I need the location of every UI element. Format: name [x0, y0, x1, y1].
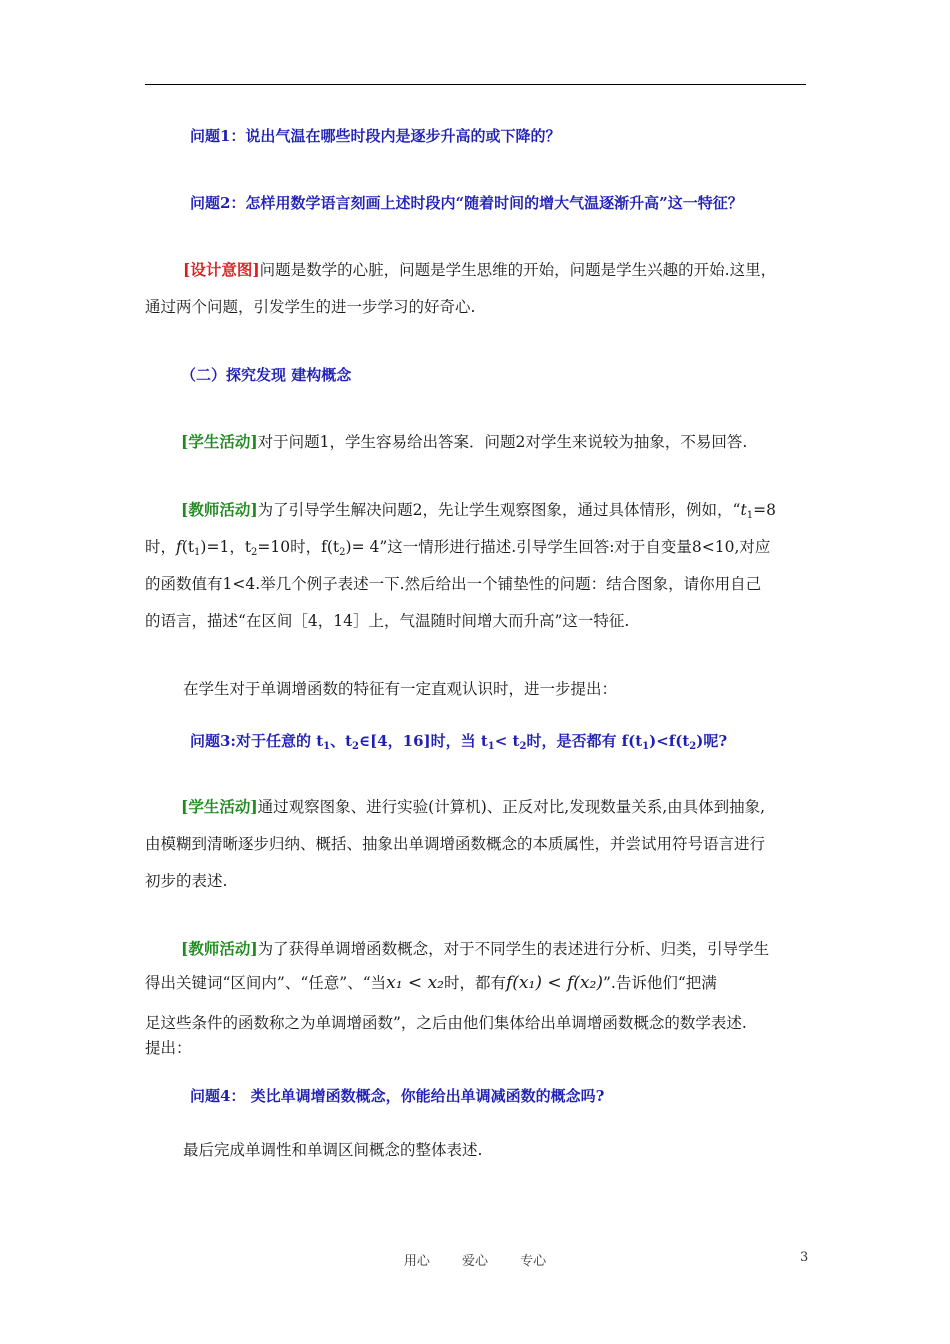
- student-activity-1: [181, 432, 861, 452]
- question-2: 问题2：怎样用数学语言刻画上述时段内“随着时间的增大气温逐渐升高”这一特征？: [190, 194, 743, 212]
- text-span: )<f(t: [649, 732, 690, 750]
- design-intent-line-2: 通过两个问题，引发学生的进一步学习的好奇心.: [145, 298, 476, 316]
- teacher-activity-tag: [教师活动]: [181, 500, 258, 519]
- student-activity-tag: [学生活动]: [181, 797, 258, 816]
- text-span: ∈[4，16]时，当 t: [359, 732, 488, 750]
- var-t: t: [740, 501, 747, 519]
- text-span: )= 4”这一情形进行描述.引导学生回答:对于自变量8<10,对应: [345, 538, 771, 556]
- text-span: 时，都有: [443, 974, 506, 992]
- subscript: 1: [642, 741, 650, 752]
- footer-text-3: 专心: [520, 1254, 547, 1269]
- text-span: ”.告诉他们“把满: [602, 974, 717, 992]
- subscript: 1: [746, 510, 754, 521]
- transition-text: 在学生对于单调增函数的特征有一定直观认识时，进一步提出：: [183, 680, 618, 698]
- inequality-x: x₁ < x₂: [386, 973, 444, 993]
- design-intent-line-1: [183, 260, 863, 280]
- student-activity-text: 对于问题1，学生容易给出答案．问题2对学生来说较为抽象，不易回答.: [257, 433, 748, 451]
- text-span: )呢?: [696, 732, 728, 750]
- student-activity-2-line-2: 由模糊到清晰逐步归纳、概括、抽象出单调增函数概念的本质属性，并尝试用符号语言进行: [145, 835, 766, 853]
- teacher-activity-1-line-2: [145, 537, 825, 563]
- page-number: 3: [800, 1250, 809, 1265]
- text-span: =10时，f(t: [257, 538, 340, 556]
- student-activity-tag: [学生活动]: [181, 432, 258, 451]
- question-1: 问题1：说出气温在哪些时段内是逐步升高的或下降的？: [190, 127, 561, 145]
- subscript: 2: [251, 547, 258, 558]
- teacher-activity-1-line-4: 的语言，描述“在区间［4，14］上，气温随时间增大而升高”这一特征.: [145, 612, 630, 630]
- design-intent-text: 问题是数学的心脏，问题是学生思维的开始，问题是学生兴趣的开始.这里，: [259, 261, 777, 279]
- student-activity-text: 通过观察图象、进行实验(计算机)、正反对比,发现数量关系,由具体到抽象,: [257, 798, 766, 816]
- var-f: f: [176, 538, 182, 556]
- teacher-activity-2-line-4: 提出：: [145, 1039, 192, 1057]
- teacher-activity-1-line-3: 的函数值有1<4.举几个例子表述一下.然后给出一个铺垫性的问题：结合图象，请你用自己: [145, 575, 762, 593]
- subscript: 2: [689, 741, 697, 752]
- design-intent-tag: [设计意图]: [183, 260, 260, 279]
- text-span: 、t: [330, 732, 353, 750]
- text-span: < t: [494, 732, 520, 750]
- section-title: （二）探究发现 建构概念: [181, 366, 352, 384]
- teacher-activity-1-line-1: [181, 500, 861, 526]
- teacher-activity-2-line-1: [181, 939, 861, 959]
- text-span: 问题3:对于任意的 t: [190, 732, 324, 750]
- teacher-activity-text: 为了引导学生解决问题2，先让学生观察图象，通过具体情形，例如，“: [257, 501, 741, 519]
- header-rule: [145, 84, 806, 85]
- closing-text: 最后完成单调性和单调区间概念的整体表述.: [183, 1141, 483, 1159]
- subscript: 2: [339, 547, 346, 558]
- question-4: 问题4： 类比单调增函数概念，你能给出单调减函数的概念吗?: [190, 1087, 605, 1105]
- footer-text-1: 用心: [403, 1254, 430, 1269]
- subscript: 1: [194, 547, 201, 558]
- teacher-activity-2-line-3: 足这些条件的函数称之为单调增函数”，之后由他们集体给出单调增函数概念的数学表述.: [145, 1014, 747, 1032]
- value-text: =8: [753, 501, 776, 519]
- inequality-f: f(x₁) < f(x₂): [506, 973, 603, 993]
- teacher-activity-2-line-2: [145, 973, 825, 993]
- subscript: 1: [487, 741, 495, 752]
- text-span: 时，是否都有 f(t: [526, 732, 643, 750]
- text-span: 得出关键词“区间内”、“任意”、“当: [145, 974, 387, 992]
- teacher-activity-text: 为了获得单调增函数概念，对于不同学生的表述进行分析、归类，引导学生: [257, 940, 770, 958]
- text-span: (t: [181, 538, 195, 556]
- teacher-activity-tag: [教师活动]: [181, 939, 258, 958]
- question-3: [190, 731, 870, 757]
- text-span: 时，: [145, 538, 177, 556]
- subscript: 2: [352, 741, 360, 752]
- student-activity-2-line-1: [181, 797, 861, 817]
- footer-text-2: 爱心: [461, 1254, 488, 1269]
- subscript: 2: [519, 741, 527, 752]
- student-activity-2-line-3: 初步的表述.: [145, 872, 228, 890]
- text-span: )=1，t: [200, 538, 252, 556]
- subscript: 1: [323, 741, 331, 752]
